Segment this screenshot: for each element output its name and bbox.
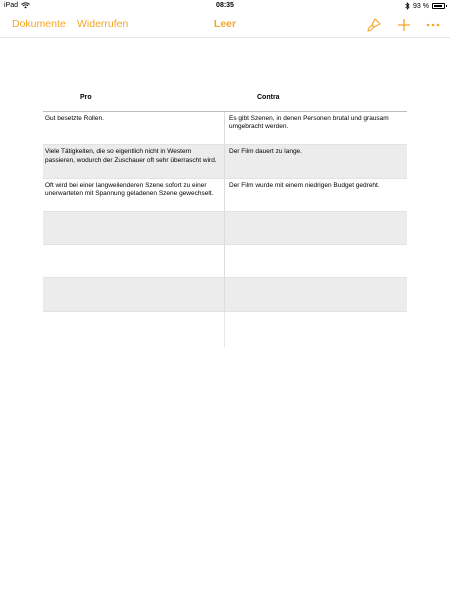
table-row xyxy=(43,245,407,278)
documents-button[interactable]: Dokumente xyxy=(12,18,66,30)
table-row xyxy=(43,212,407,245)
plus-icon xyxy=(396,17,412,33)
pro-contra-table[interactable] xyxy=(43,84,407,347)
document-title[interactable]: Leer xyxy=(213,18,237,30)
table-cell[interactable]: Der Film wurde mit einem niedrigen Budget gedreht. xyxy=(229,181,380,189)
table-cell[interactable] xyxy=(225,245,407,277)
document-title-wrap xyxy=(0,18,450,30)
table-cell[interactable]: Oft wird bei einer langweilenderen Szene sofort zu einer unerwarteten mit Spannung geladenen Szene gewechselt. xyxy=(43,179,225,211)
format-brush-button[interactable] xyxy=(366,17,382,33)
more-icon xyxy=(425,17,441,33)
toolbar xyxy=(0,12,450,38)
more-button[interactable] xyxy=(425,17,441,33)
header-contra[interactable]: Contra xyxy=(257,94,280,101)
battery-icon xyxy=(432,3,445,9)
bluetooth-icon xyxy=(405,2,410,10)
table-header-row xyxy=(43,84,407,112)
clock: 08:35 xyxy=(216,2,234,9)
battery-percent: 93 % xyxy=(413,2,429,10)
table-cell[interactable] xyxy=(43,245,225,277)
undo-button[interactable]: Widerrufen xyxy=(77,18,129,30)
table-row xyxy=(43,278,407,311)
status-bar xyxy=(0,0,450,12)
table-cell[interactable] xyxy=(43,212,225,244)
format-brush-icon xyxy=(366,17,382,33)
battery-fill xyxy=(434,5,442,7)
table-cell[interactable] xyxy=(225,278,407,310)
column-divider xyxy=(224,312,225,347)
add-button[interactable] xyxy=(396,17,412,33)
table-tail xyxy=(43,312,407,347)
table-cell[interactable]: Viele Tätigkeiten, die so eigentlich nicht in Western passieren, wodurch der Zuschauer oft sehr überrascht wird. xyxy=(43,145,225,177)
status-right xyxy=(405,2,445,10)
table-row xyxy=(43,145,407,178)
device-label: iPad xyxy=(4,2,19,9)
table-row xyxy=(43,112,407,145)
table-cell[interactable] xyxy=(43,278,225,310)
table-row xyxy=(43,179,407,212)
header-pro[interactable]: Pro xyxy=(80,94,92,101)
table-cell[interactable]: Gut besetzte Rollen. xyxy=(43,112,225,144)
table-cell[interactable] xyxy=(225,212,407,244)
table-cell[interactable]: Der Film dauert zu lange. xyxy=(229,148,302,156)
table-cell[interactable]: Es gibt Szenen, in denen Personen brutal und grausam umgebracht werden. xyxy=(229,115,389,131)
